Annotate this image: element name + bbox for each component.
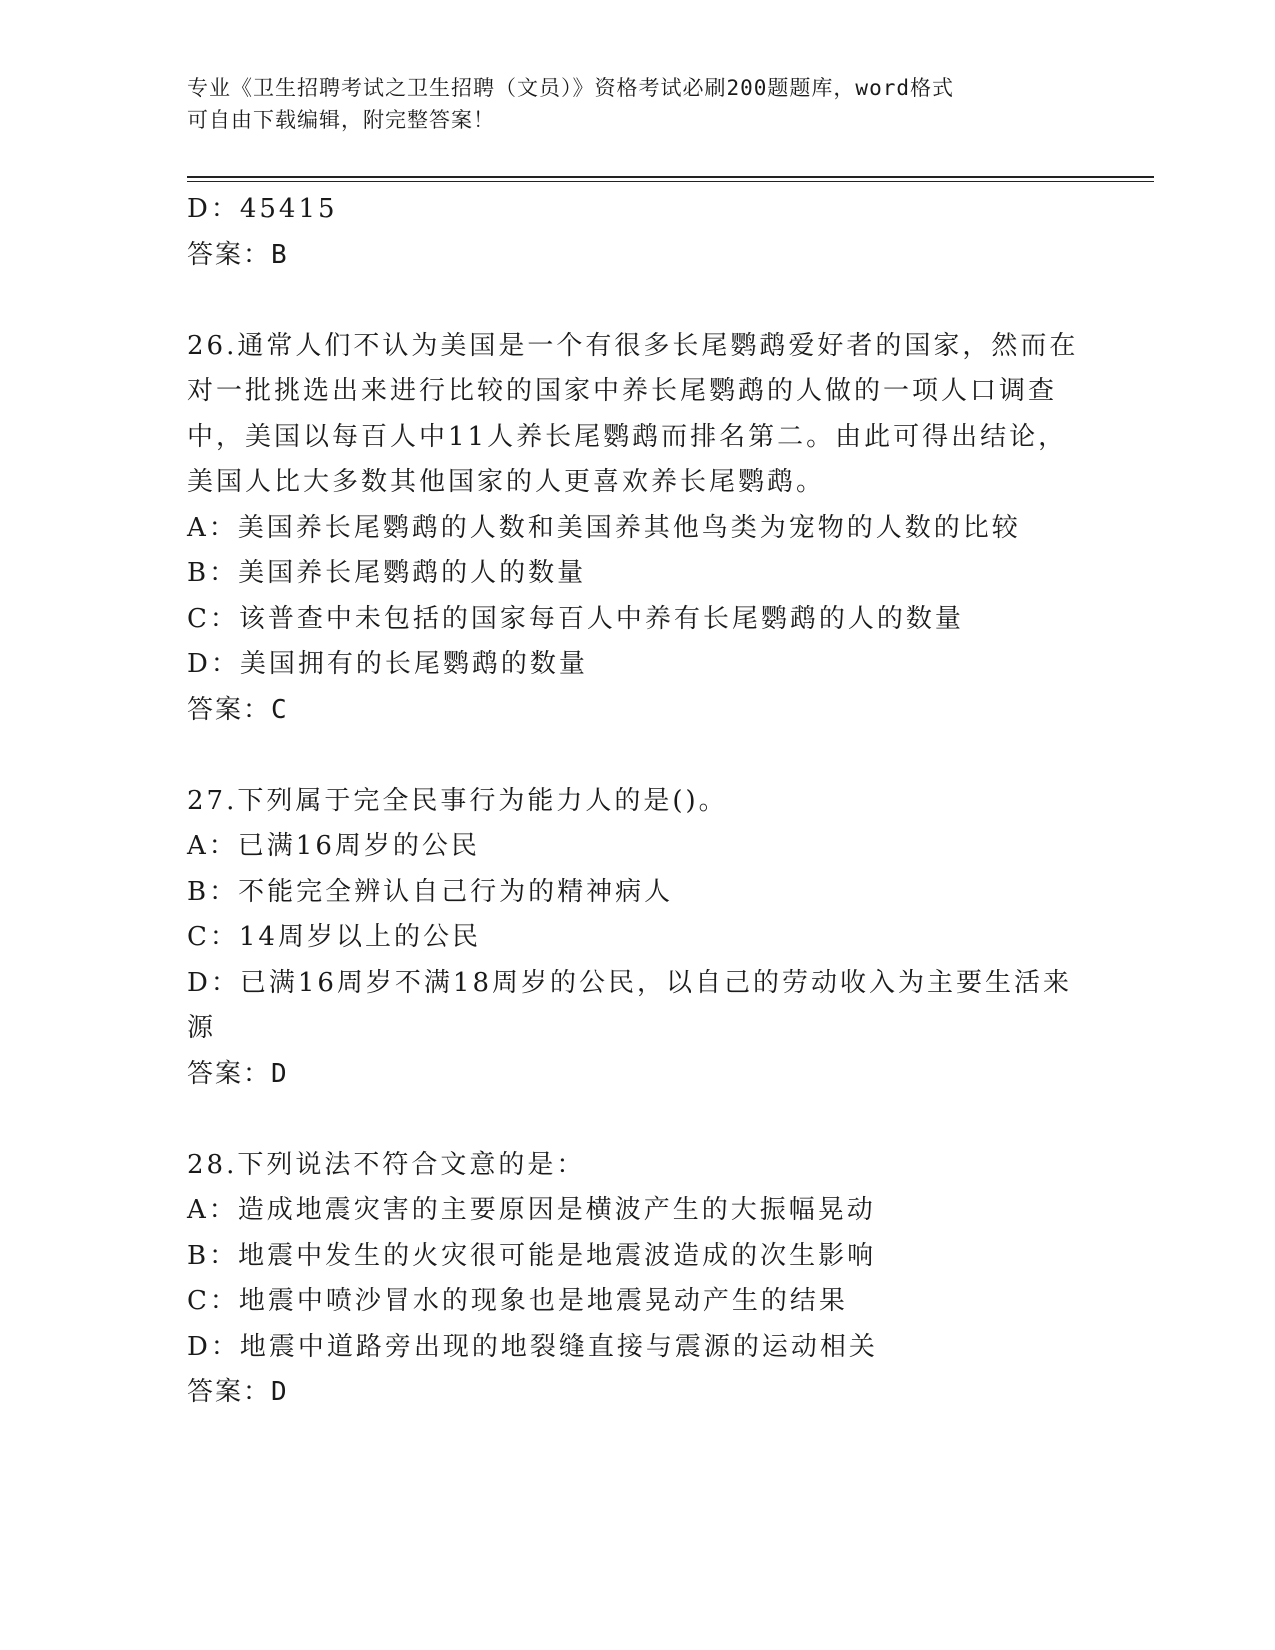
question-text: 美国人比大多数其他国家的人更喜欢养长尾鹦鹉。: [187, 467, 826, 497]
option-a: A：造成地震灾害的主要原因是横波产生的大振幅晃动: [187, 1195, 876, 1225]
option-c: C：该普查中未包括的国家每百人中养有长尾鹦鹉的人的数量: [187, 603, 964, 634]
document-body: [187, 187, 1087, 1416]
question-text: 中，美国以每百人中11人养长尾鹦鹉而排名第二。由此可得出结论，: [187, 421, 1068, 452]
question-text: 26.通常人们不认为美国是一个有很多长尾鹦鹉爱好者的国家，然而在: [187, 330, 1079, 361]
answer-line: 答案：C: [187, 694, 289, 725]
option-d-continued: 源: [187, 1013, 217, 1043]
option-b: B：美国养长尾鹦鹉的人的数量: [187, 558, 587, 588]
option-d: D：地震中道路旁出现的地裂缝直接与震源的运动相关: [187, 1331, 878, 1362]
question-27: [187, 779, 1087, 1098]
option-c: C：14周岁以上的公民: [187, 922, 481, 952]
option-b: B：不能完全辨认自己行为的精神病人: [187, 876, 674, 907]
question-28: [187, 1143, 1087, 1416]
option-b: B：地震中发生的火灾很可能是地震波造成的次生影响: [187, 1240, 877, 1271]
question-text: 28.下列说法不符合文意的是：: [187, 1149, 586, 1180]
question-text: 对一批挑选出来进行比较的国家中养长尾鹦鹉的人做的一项人口调查: [187, 376, 1058, 406]
header-line-1: 专业《卫生招聘考试之卫生招聘（文员）》资格考试必刷200题题库，word格式: [187, 76, 954, 100]
header-divider: [187, 176, 1154, 182]
option-d: D：已满16周岁不满18周岁的公民，以自己的劳动收入为主要生活来: [187, 967, 1073, 998]
answer-line: 答案：B: [187, 239, 289, 270]
question-26: [187, 324, 1087, 734]
previous-question-tail: [187, 187, 1087, 278]
option-d: D：45415: [187, 194, 338, 224]
header-line-2: 可自由下载编辑，附完整答案！: [187, 108, 495, 132]
answer-line: 答案：D: [187, 1058, 289, 1089]
option-a: A：已满16周岁的公民: [187, 831, 480, 861]
option-a: A：美国养长尾鹦鹉的人数和美国养其他鸟类为宠物的人数的比较: [187, 512, 1021, 543]
question-text: 27.下列属于完全民事行为能力人的是()。: [187, 785, 728, 816]
answer-line: 答案：D: [187, 1377, 289, 1407]
page-header: [187, 72, 1067, 136]
option-d: D：美国拥有的长尾鹦鹉的数量: [187, 649, 588, 679]
option-c: C：地震中喷沙冒水的现象也是地震晃动产生的结果: [187, 1286, 848, 1316]
